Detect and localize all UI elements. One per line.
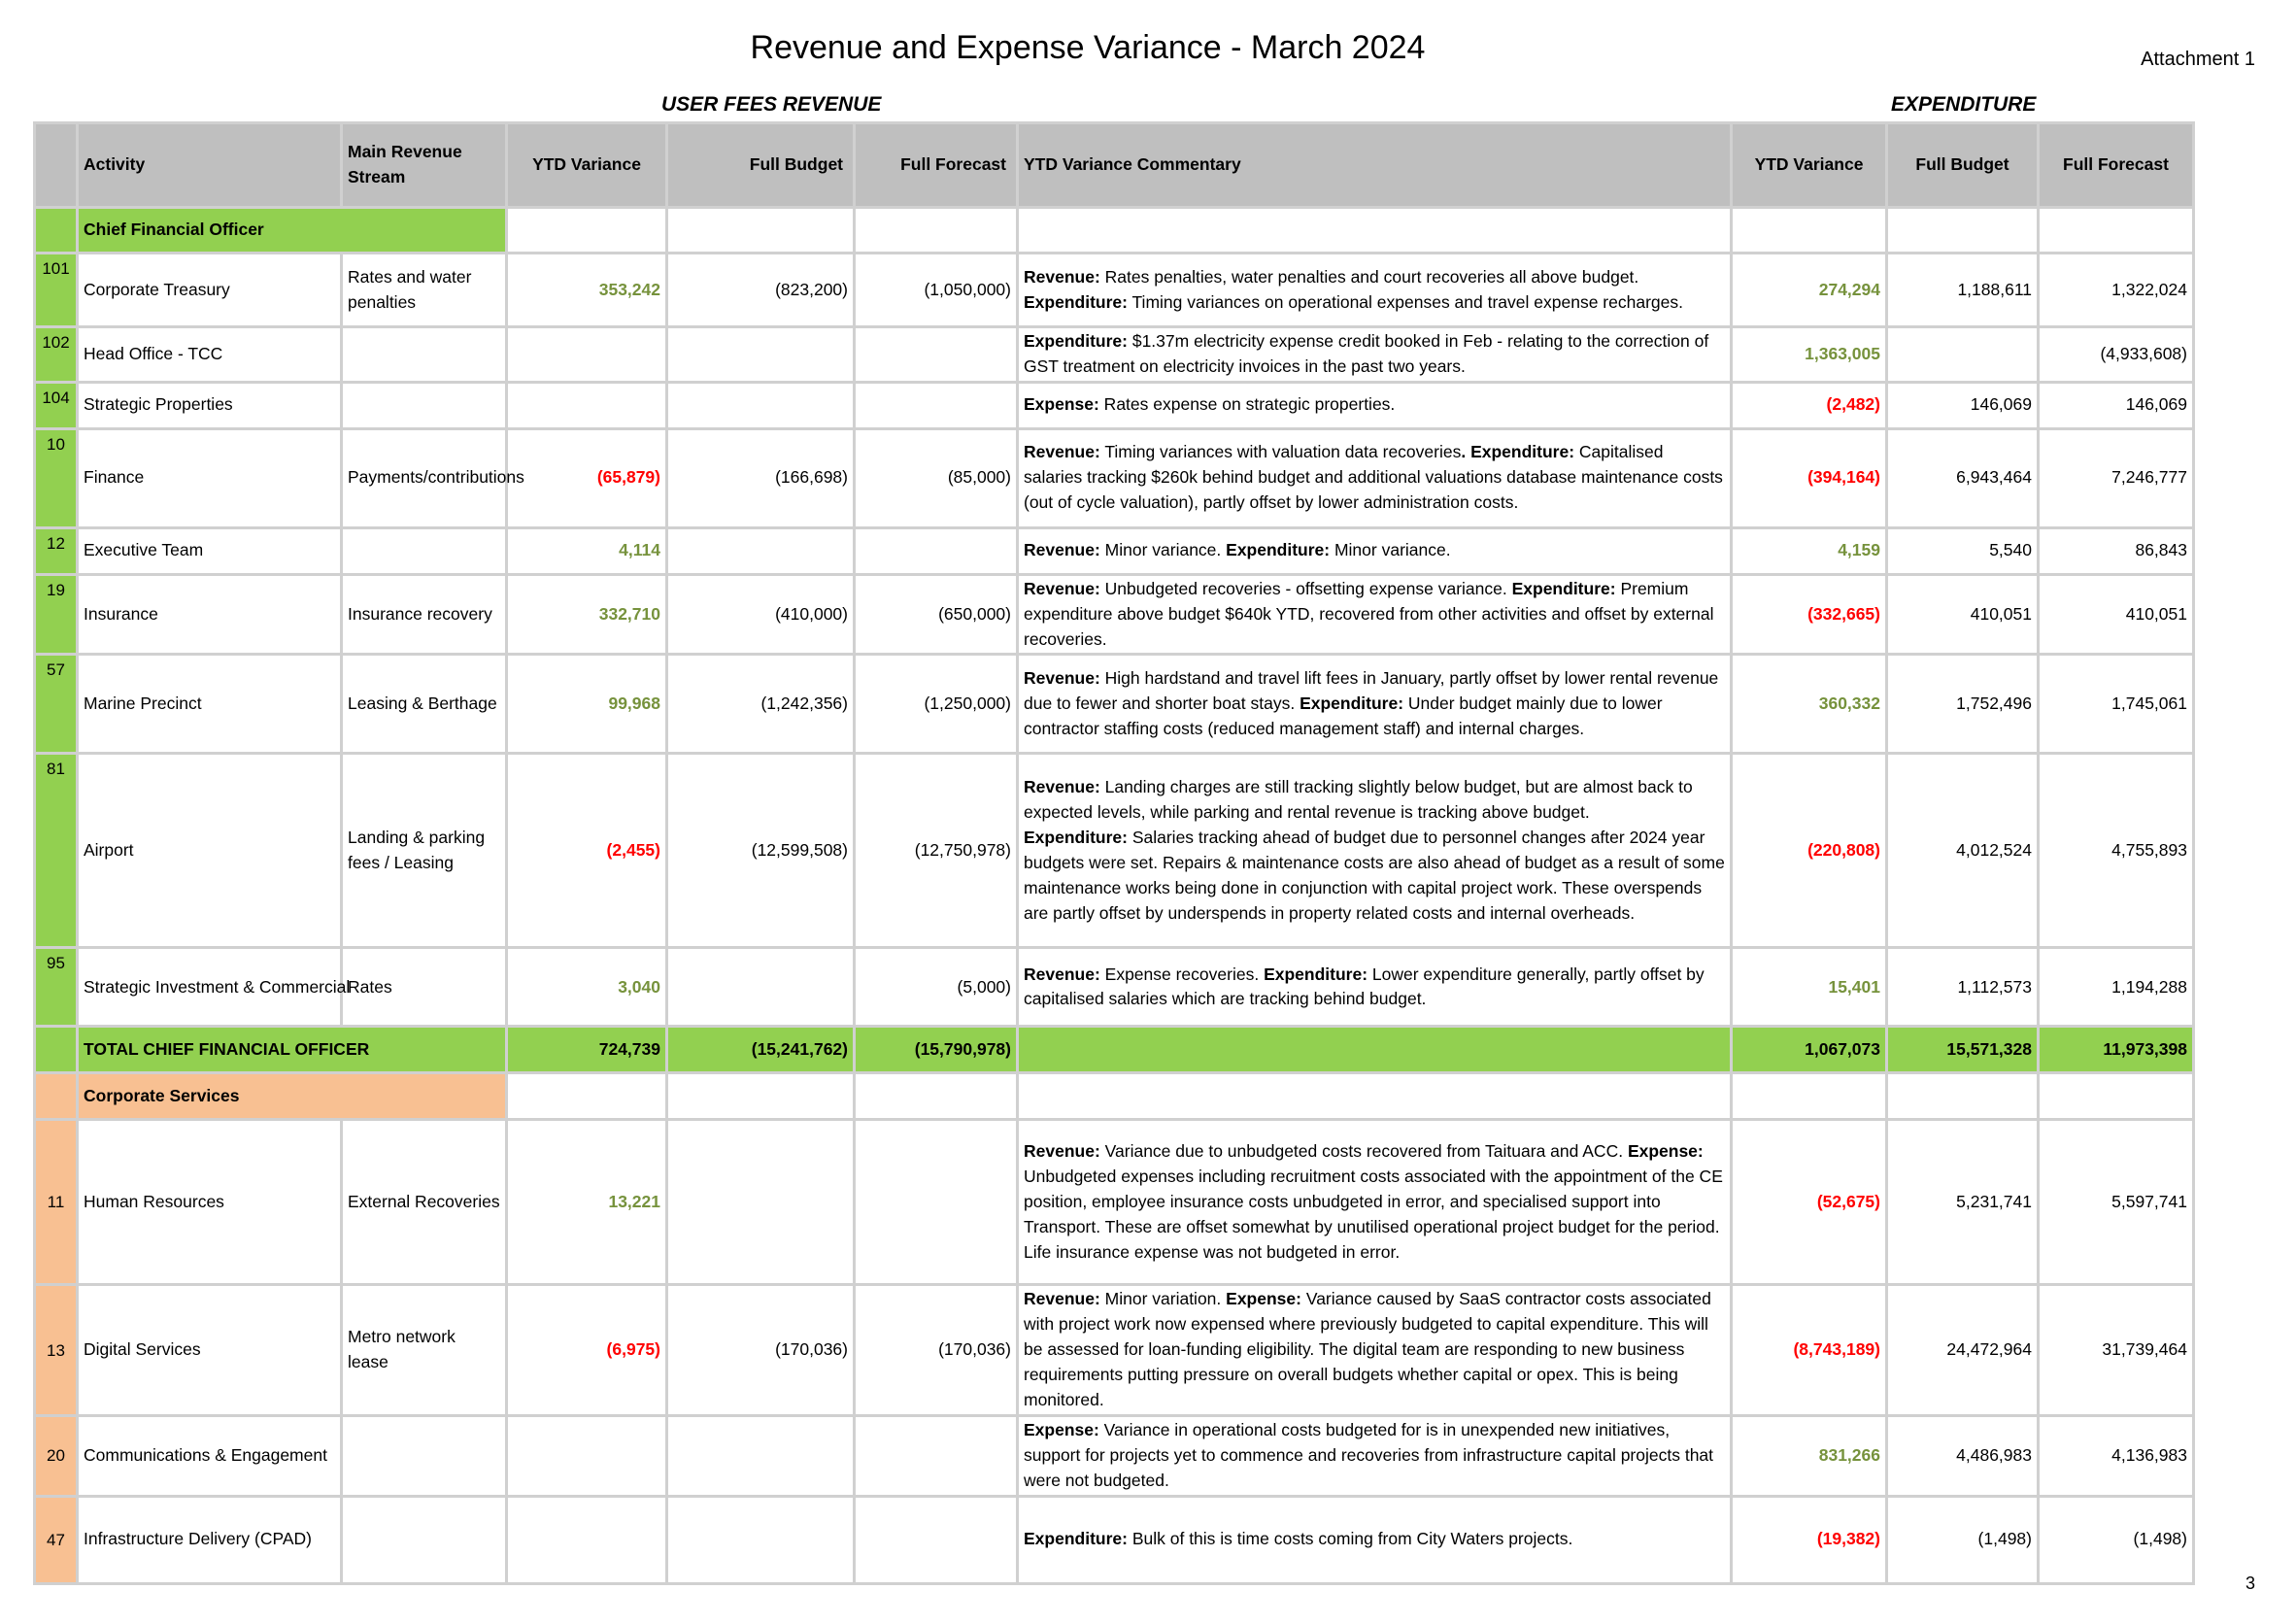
- variance-commentary: [1018, 1496, 1732, 1583]
- table-row: [35, 655, 2194, 754]
- rev-full-forecast: (170,036): [855, 1285, 1018, 1415]
- header-exp-ytd: YTD Variance: [1732, 123, 1887, 208]
- table-row: [35, 754, 2194, 948]
- rev-full-budget: (12,599,508): [667, 754, 855, 948]
- commentary-text-2: Salaries tracking ahead of budget due to personnel changes after 2024 year budgets were set. Repairs & maintenance costs are also ahead of budget as a result of some maintenance works being done in conjunction with capital project work. These overspends are partly offset by underspends in property related costs and internal overheads.: [1024, 828, 1725, 923]
- commentary-text-1: Unbudgeted recoveries - offsetting expense variance.: [1099, 578, 1512, 598]
- exp-full-budget: 410,051: [1887, 574, 2039, 655]
- group-header-row: [35, 208, 2194, 254]
- rev-full-budget: (1,242,356): [667, 655, 855, 754]
- commentary-text-2: Timing variances on operational expenses and travel expense recharges.: [1127, 291, 1683, 312]
- commentary-text-1: Rates penalties, water penalties and court recoveries all above budget.: [1099, 266, 1639, 287]
- rev-full-forecast: (1,050,000): [855, 254, 1018, 327]
- group-label: Corporate Services: [78, 1073, 507, 1120]
- commentary-lead-1: Revenue:: [1024, 964, 1100, 984]
- table-row: [35, 948, 2194, 1027]
- exp-full-budget: 4,486,983: [1887, 1415, 2039, 1496]
- commentary-text-1: Landing charges are still tracking slightly below budget, but are almost back to expected levels, while parking and rental revenue is tracking above budget.: [1024, 777, 1693, 823]
- commentary-lead-2: Expenditure:: [1300, 694, 1404, 713]
- commentary-text-1: Timing variances with valuation data recoveries: [1099, 442, 1462, 462]
- revenue-stream: [342, 327, 507, 383]
- commentary-text-1: Rates expense on strategic properties.: [1098, 394, 1396, 415]
- commentary-lead-1: Expenditure:: [1024, 331, 1128, 351]
- exp-full-budget: 24,472,964: [1887, 1285, 2039, 1415]
- total-exp-ytd: 1,067,073: [1732, 1027, 1887, 1073]
- activity-code: 104: [35, 382, 78, 428]
- commentary-lead-2: Expense:: [1627, 1141, 1704, 1162]
- table-row: [35, 254, 2194, 327]
- commentary-lead-1: Revenue:: [1024, 266, 1100, 287]
- variance-commentary: [1018, 655, 1732, 754]
- exp-ytd-variance: 1,363,005: [1732, 327, 1887, 383]
- exp-full-forecast: (4,933,608): [2039, 327, 2194, 383]
- commentary-lead-2: Expense:: [1226, 1289, 1301, 1309]
- commentary-text-1: Variance due to unbudgeted costs recovered from Taituara and ACC.: [1099, 1141, 1628, 1162]
- exp-full-forecast: 5,597,741: [2039, 1120, 2194, 1285]
- empty-cell: [1732, 208, 1887, 254]
- exp-full-forecast: 1,745,061: [2039, 655, 2194, 754]
- commentary-lead-1: Revenue:: [1024, 1141, 1100, 1162]
- activity-code: 19: [35, 574, 78, 655]
- total-color-cell: [35, 1027, 78, 1073]
- variance-commentary: [1018, 254, 1732, 327]
- revenue-stream: Metro network lease: [342, 1285, 507, 1415]
- page-number: 3: [2245, 1573, 2255, 1593]
- exp-full-forecast: (1,498): [2039, 1496, 2194, 1583]
- commentary-lead-2: Expenditure:: [1024, 828, 1128, 848]
- commentary-text-1: Bulk of this is time costs coming from City Waters projects.: [1127, 1529, 1573, 1549]
- variance-commentary: [1018, 1415, 1732, 1496]
- commentary-text-2: Under budget mainly due to lower contractor staffing costs (reduced management staff) and internal charges.: [1024, 694, 1663, 738]
- rev-ytd-variance: (65,879): [507, 428, 667, 527]
- variance-commentary: [1018, 574, 1732, 655]
- revenue-stream: Insurance recovery: [342, 574, 507, 655]
- variance-commentary: [1018, 382, 1732, 428]
- rev-full-budget: [667, 948, 855, 1027]
- revenue-stream: [342, 527, 507, 574]
- group-color-cell: [35, 208, 78, 254]
- revenue-stream: External Recoveries: [342, 1120, 507, 1285]
- header-rev-forecast: Full Forecast: [855, 123, 1018, 208]
- exp-full-budget: 146,069: [1887, 382, 2039, 428]
- exp-full-forecast: 86,843: [2039, 527, 2194, 574]
- commentary-lead-1: Expenditure:: [1024, 1529, 1128, 1549]
- rev-ytd-variance: 353,242: [507, 254, 667, 327]
- rev-ytd-variance: [507, 382, 667, 428]
- rev-full-budget: [667, 327, 855, 383]
- rev-full-budget: (166,698): [667, 428, 855, 527]
- variance-commentary: [1018, 948, 1732, 1027]
- exp-ytd-variance: (52,675): [1732, 1120, 1887, 1285]
- activity-code: 11: [35, 1120, 78, 1285]
- activity-code: 81: [35, 754, 78, 948]
- variance-commentary: [1018, 754, 1732, 948]
- commentary-text-1: Minor variance.: [1099, 540, 1227, 560]
- rev-full-forecast: (85,000): [855, 428, 1018, 527]
- commentary-text-1: Variance in operational costs budgeted for is in unexpended new initiatives, support for projects yet to commence and recoveries from infrastructure capital projects that were not budgeted.: [1024, 1419, 1714, 1490]
- group-header-row: [35, 1073, 2194, 1120]
- commentary-text-1: High hardstand and travel lift fees in January, partly offset by lower rental revenue due to fewer and shorter boat stays.: [1024, 668, 1719, 713]
- table-row: [35, 527, 2194, 574]
- rev-full-forecast: [855, 1496, 1018, 1583]
- rev-full-budget: [667, 1496, 855, 1583]
- total-rev-budget: (15,241,762): [667, 1027, 855, 1073]
- commentary-lead-1: Expense:: [1024, 394, 1099, 415]
- rev-full-forecast: (1,250,000): [855, 655, 1018, 754]
- header-rev-budget: Full Budget: [667, 123, 855, 208]
- commentary-lead-1: Revenue:: [1024, 668, 1100, 689]
- commentary-text-2: Capitalised salaries tracking $260k behind budget and additional valuations database maintenance costs (out of cycle valuation), partly offset by lower administration costs.: [1024, 442, 1723, 513]
- commentary-text-1: Expense recoveries.: [1099, 964, 1265, 984]
- section-label-expenditure: EXPENDITURE: [1891, 93, 2037, 116]
- empty-cell: [667, 208, 855, 254]
- rev-full-forecast: [855, 1415, 1018, 1496]
- variance-commentary: [1018, 1285, 1732, 1415]
- commentary-text-2: Variance caused by SaaS contractor costs associated with project work now expensed where previously budgeted to capital expenditure. This will be assessed for loan-funding eligibility. The digital team are responding to new business requirements putting pressure on overall budgets whether capital or opex. This is being monitored.: [1024, 1289, 1711, 1410]
- table-row: [35, 1496, 2194, 1583]
- revenue-stream: [342, 382, 507, 428]
- header-activity: Activity: [78, 123, 342, 208]
- activity-code: 57: [35, 655, 78, 754]
- activity-code: 20: [35, 1415, 78, 1496]
- exp-ytd-variance: 831,266: [1732, 1415, 1887, 1496]
- revenue-stream: Landing & parking fees / Leasing: [342, 754, 507, 948]
- variance-commentary: [1018, 1120, 1732, 1285]
- revenue-stream: Leasing & Berthage: [342, 655, 507, 754]
- rev-full-forecast: [855, 382, 1018, 428]
- activity-code: 12: [35, 527, 78, 574]
- empty-cell: [507, 1073, 667, 1120]
- exp-ytd-variance: 4,159: [1732, 527, 1887, 574]
- activity-code: 13: [35, 1285, 78, 1415]
- activity-name: Human Resources: [78, 1120, 342, 1285]
- activity-name: Strategic Investment & Commercial: [78, 948, 342, 1027]
- total-label: TOTAL CHIEF FINANCIAL OFFICER: [78, 1027, 507, 1073]
- total-row: [35, 1027, 2194, 1073]
- empty-cell: [1018, 1073, 1732, 1120]
- exp-full-forecast: 4,136,983: [2039, 1415, 2194, 1496]
- exp-full-budget: [1887, 327, 2039, 383]
- commentary-text-2: Premium expenditure above budget $640k YTD, recovered from other activities and offset by external recoveries.: [1024, 578, 1714, 649]
- exp-full-forecast: 146,069: [2039, 382, 2194, 428]
- commentary-text-1: Minor variation.: [1099, 1289, 1227, 1309]
- activity-name: Insurance: [78, 574, 342, 655]
- variance-commentary: [1018, 527, 1732, 574]
- rev-full-forecast: (650,000): [855, 574, 1018, 655]
- header-row: [35, 123, 2194, 208]
- commentary-lead-1: Revenue:: [1024, 540, 1100, 560]
- total-rev-ytd: 724,739: [507, 1027, 667, 1073]
- exp-full-budget: 1,112,573: [1887, 948, 2039, 1027]
- exp-ytd-variance: 15,401: [1732, 948, 1887, 1027]
- empty-cell: [507, 208, 667, 254]
- empty-cell: [2039, 208, 2194, 254]
- rev-full-forecast: (5,000): [855, 948, 1018, 1027]
- exp-full-forecast: 410,051: [2039, 574, 2194, 655]
- activity-name: Executive Team: [78, 527, 342, 574]
- group-label: Chief Financial Officer: [78, 208, 507, 254]
- rev-ytd-variance: (2,455): [507, 754, 667, 948]
- commentary-lead-1: Expense:: [1024, 1419, 1099, 1439]
- empty-cell: [1732, 1073, 1887, 1120]
- activity-name: Corporate Treasury: [78, 254, 342, 327]
- header-commentary: YTD Variance Commentary: [1018, 123, 1732, 208]
- commentary-lead-1: Revenue:: [1024, 777, 1100, 797]
- activity-name: Communications & Engagement: [78, 1415, 342, 1496]
- commentary-text-2: Lower expenditure generally, partly offset by capitalised salaries which are tracking behind budget.: [1024, 964, 1705, 1009]
- activity-name: Infrastructure Delivery (CPAD): [78, 1496, 342, 1583]
- commentary-lead-2: Expenditure:: [1264, 964, 1368, 984]
- activity-code: 102: [35, 327, 78, 383]
- variance-table: [33, 121, 2195, 1585]
- rev-ytd-variance: [507, 327, 667, 383]
- rev-full-budget: (823,200): [667, 254, 855, 327]
- header-exp-forecast: Full Forecast: [2039, 123, 2194, 208]
- exp-ytd-variance: (220,808): [1732, 754, 1887, 948]
- commentary-text-1: $1.37m electricity expense credit booked in Feb - relating to the correction of GST treatment on electricity invoices in the past two years.: [1024, 331, 1709, 376]
- total-rev-forecast: (15,790,978): [855, 1027, 1018, 1073]
- rev-full-budget: (410,000): [667, 574, 855, 655]
- exp-full-budget: 6,943,464: [1887, 428, 2039, 527]
- revenue-stream: Rates and water penalties: [342, 254, 507, 327]
- exp-full-budget: 1,188,611: [1887, 254, 2039, 327]
- exp-full-budget: (1,498): [1887, 1496, 2039, 1583]
- rev-ytd-variance: 332,710: [507, 574, 667, 655]
- total-commentary: [1018, 1027, 1732, 1073]
- activity-name: Strategic Properties: [78, 382, 342, 428]
- exp-full-budget: 1,752,496: [1887, 655, 2039, 754]
- rev-full-budget: [667, 527, 855, 574]
- variance-commentary: [1018, 327, 1732, 383]
- rev-ytd-variance: 4,114: [507, 527, 667, 574]
- table-row: [35, 1285, 2194, 1415]
- commentary-lead-2: Expenditure:: [1024, 291, 1128, 312]
- exp-ytd-variance: (2,482): [1732, 382, 1887, 428]
- rev-full-budget: [667, 1415, 855, 1496]
- section-label-revenue: USER FEES REVENUE: [661, 93, 882, 116]
- commentary-lead-1: Revenue:: [1024, 578, 1100, 598]
- table-row: [35, 1415, 2194, 1496]
- exp-full-forecast: 1,322,024: [2039, 254, 2194, 327]
- rev-ytd-variance: [507, 1415, 667, 1496]
- table-row: [35, 382, 2194, 428]
- rev-full-forecast: [855, 527, 1018, 574]
- rev-ytd-variance: (6,975): [507, 1285, 667, 1415]
- rev-ytd-variance: [507, 1496, 667, 1583]
- group-color-cell: [35, 1073, 78, 1120]
- activity-code: 95: [35, 948, 78, 1027]
- activity-code: 101: [35, 254, 78, 327]
- rev-ytd-variance: 99,968: [507, 655, 667, 754]
- empty-cell: [855, 1073, 1018, 1120]
- table-row: [35, 428, 2194, 527]
- activity-name: Marine Precinct: [78, 655, 342, 754]
- rev-full-forecast: (12,750,978): [855, 754, 1018, 948]
- commentary-text-2: Minor variance.: [1330, 540, 1451, 560]
- revenue-stream: Rates: [342, 948, 507, 1027]
- header-rev-ytd: YTD Variance: [507, 123, 667, 208]
- activity-code: 47: [35, 1496, 78, 1583]
- exp-full-budget: 5,540: [1887, 527, 2039, 574]
- exp-ytd-variance: 274,294: [1732, 254, 1887, 327]
- empty-cell: [667, 1073, 855, 1120]
- commentary-lead-2: . Expenditure:: [1461, 442, 1575, 462]
- activity-name: Finance: [78, 428, 342, 527]
- revenue-stream: [342, 1415, 507, 1496]
- empty-cell: [2039, 1073, 2194, 1120]
- empty-cell: [1018, 208, 1732, 254]
- header-exp-budget: Full Budget: [1887, 123, 2039, 208]
- commentary-text-2: Unbudgeted expenses including recruitment costs associated with the appointment of the CE position, employee insurance costs unbudgeted in error, and specialised support into Transport. These are offset somewhat by unutilised operational project budget for the period. Life insurance expense was not budgeted in error.: [1024, 1167, 1723, 1262]
- table-row: [35, 574, 2194, 655]
- activity-name: Airport: [78, 754, 342, 948]
- table-row: [35, 327, 2194, 383]
- exp-full-budget: 4,012,524: [1887, 754, 2039, 948]
- attachment-label: Attachment 1: [2141, 49, 2255, 70]
- exp-ytd-variance: (19,382): [1732, 1496, 1887, 1583]
- commentary-lead-1: Revenue:: [1024, 442, 1100, 462]
- header-code: [35, 123, 78, 208]
- exp-full-forecast: 1,194,288: [2039, 948, 2194, 1027]
- variance-commentary: [1018, 428, 1732, 527]
- revenue-stream: Payments/contributions: [342, 428, 507, 527]
- rev-full-budget: [667, 382, 855, 428]
- header-stream: Main Revenue Stream: [342, 123, 507, 208]
- activity-code: 10: [35, 428, 78, 527]
- table-row: [35, 1120, 2194, 1285]
- rev-full-budget: (170,036): [667, 1285, 855, 1415]
- rev-full-forecast: [855, 1120, 1018, 1285]
- exp-ytd-variance: (332,665): [1732, 574, 1887, 655]
- activity-name: Digital Services: [78, 1285, 342, 1415]
- exp-ytd-variance: (394,164): [1732, 428, 1887, 527]
- exp-ytd-variance: 360,332: [1732, 655, 1887, 754]
- total-exp-budget: 15,571,328: [1887, 1027, 2039, 1073]
- empty-cell: [855, 208, 1018, 254]
- rev-ytd-variance: 3,040: [507, 948, 667, 1027]
- exp-full-forecast: 7,246,777: [2039, 428, 2194, 527]
- rev-full-budget: [667, 1120, 855, 1285]
- exp-full-forecast: 31,739,464: [2039, 1285, 2194, 1415]
- empty-cell: [1887, 208, 2039, 254]
- exp-full-forecast: 4,755,893: [2039, 754, 2194, 948]
- commentary-lead-1: Revenue:: [1024, 1289, 1100, 1309]
- activity-name: Head Office - TCC: [78, 327, 342, 383]
- rev-ytd-variance: 13,221: [507, 1120, 667, 1285]
- commentary-lead-2: Expenditure:: [1511, 578, 1616, 598]
- exp-full-budget: 5,231,741: [1887, 1120, 2039, 1285]
- revenue-stream: [342, 1496, 507, 1583]
- total-exp-forecast: 11,973,398: [2039, 1027, 2194, 1073]
- empty-cell: [1887, 1073, 2039, 1120]
- exp-ytd-variance: (8,743,189): [1732, 1285, 1887, 1415]
- page-title: Revenue and Expense Variance - March 2024: [750, 29, 1426, 66]
- rev-full-forecast: [855, 327, 1018, 383]
- commentary-lead-2: Expenditure:: [1226, 540, 1331, 560]
